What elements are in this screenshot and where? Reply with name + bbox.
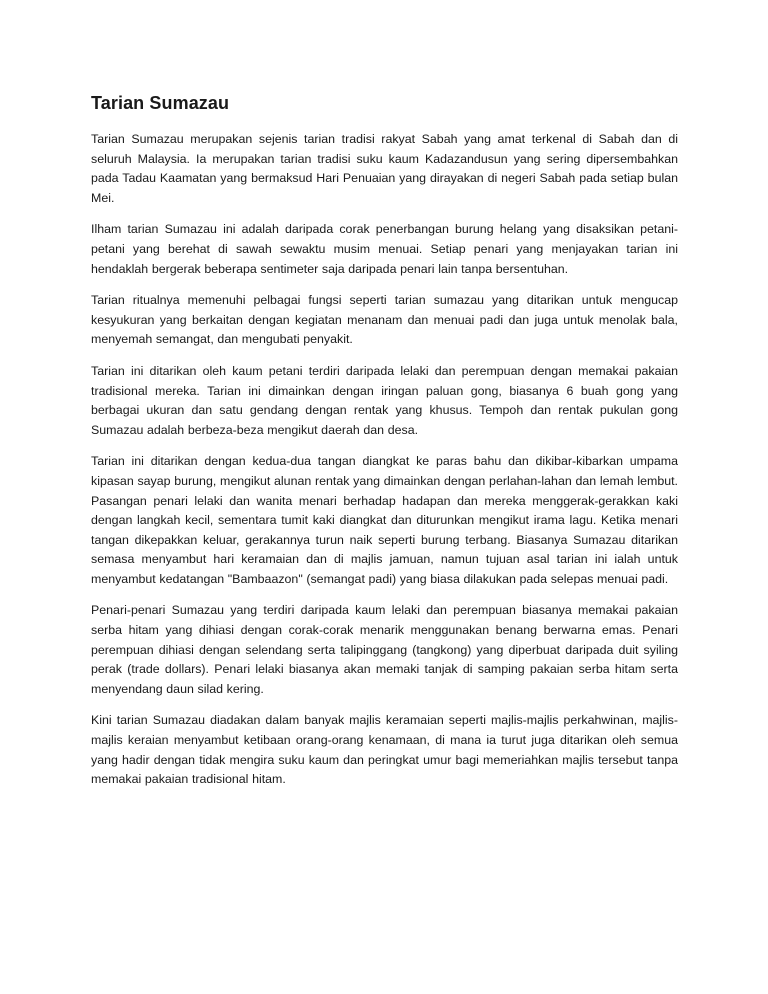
document-title: Tarian Sumazau [91,93,230,113]
paragraph-7: Kini tarian Sumazau diadakan dalam banyak majlis keramaian seperti majlis-majlis perkahwinan, majlis-majlis keraian menyambut ketibaan orang-orang kenamaan, di mana ia turut juga ditarikan oleh semua yang hadir dengan tidak mengira suku kaum dan peringkat umur bagi memeriahkan majlis tersebut tanpa memakai pakaian tradisional hitam. [91,713,678,787]
paragraph-3: Tarian ritualnya memenuhi pelbagai fungsi seperti tarian sumazau yang ditarikan untuk mengucap kesyukuran yang berkaitan dengan kegiatan menanam dan menuai padi dan juga untuk menolak bala, menyemah semangat, dan mengubati penyakit. [91,293,678,347]
document-page [91,90,678,802]
paragraph-1: Tarian Sumazau merupakan sejenis tarian tradisi rakyat Sabah yang amat terkenal di Sabah dan di seluruh Malaysia. Ia merupakan tarian tradisi suku kaum Kadazandusun yang sering dipersembahkan pada Tadau Kaamatan yang bermaksud Hari Penuaian yang dirayakan di negeri Sabah pada setiap bulan Mei. [91,132,678,205]
paragraph-2: Ilham tarian Sumazau ini adalah daripada corak penerbangan burung helang yang disaksikan petani-petani yang berehat di sawah sewaktu musim menuai. Setiap penari yang menjayakan tarian ini hendaklah bergerak beberapa sentimeter saja daripada penari lain tanpa bersentuhan. [91,222,678,276]
paragraph-4: Tarian ini ditarikan oleh kaum petani terdiri daripada lelaki dan perempuan dengan memakai pakaian tradisional mereka. Tarian ini dimainkan dengan iringan paluan gong, biasanya 6 buah gong yang berbagai ukuran dan satu gendang dengan rentak yang khusus. Tempoh dan rentak pukulan gong Sumazau adalah berbeza-beza mengikut daerah dan desa. [91,363,678,437]
paragraph-6: Penari-penari Sumazau yang terdiri daripada kaum lelaki dan perempuan biasanya memakai pakaian serba hitam yang dihiasi dengan corak-corak menarik menggunakan benang berwarna emas. Penari perempuan dihiasi dengan selendang serta talipinggang (tangkong) yang diperbuat daripada duit syiling perak (trade dollars). Penari lelaki biasanya akan memaki tanjak di samping pakaian serba hitam serta menyendang daun silad kering. [91,603,678,696]
paragraph-5: Tarian ini ditarikan dengan kedua-dua tangan diangkat ke paras bahu dan dikibar-kibarkan umpama kipasan sayap burung, mengikut alunan rentak yang dimainkan dengan perlahan-lahan dan lemah lembut. Pasangan penari lelaki dan wanita menari berhadap hadapan dan mereka menggerak-gerakkan kaki dengan langkah kecil, sementara tumit kaki diangkat dan diturunkan mengikut irama lagu. Ketika menari tangan dikepakkan keluar, gerakannya turun naik seperti burung terbang. Biasanya Sumazau ditarikan semasa menyambut hari keramaian dan di majlis jamuan, namun tujuan asal tarian ini ialah untuk menyambut kedatangan "Bambaazon" (semangat padi) yang biasa dilakukan pada selepas menuai padi. [91,454,678,586]
